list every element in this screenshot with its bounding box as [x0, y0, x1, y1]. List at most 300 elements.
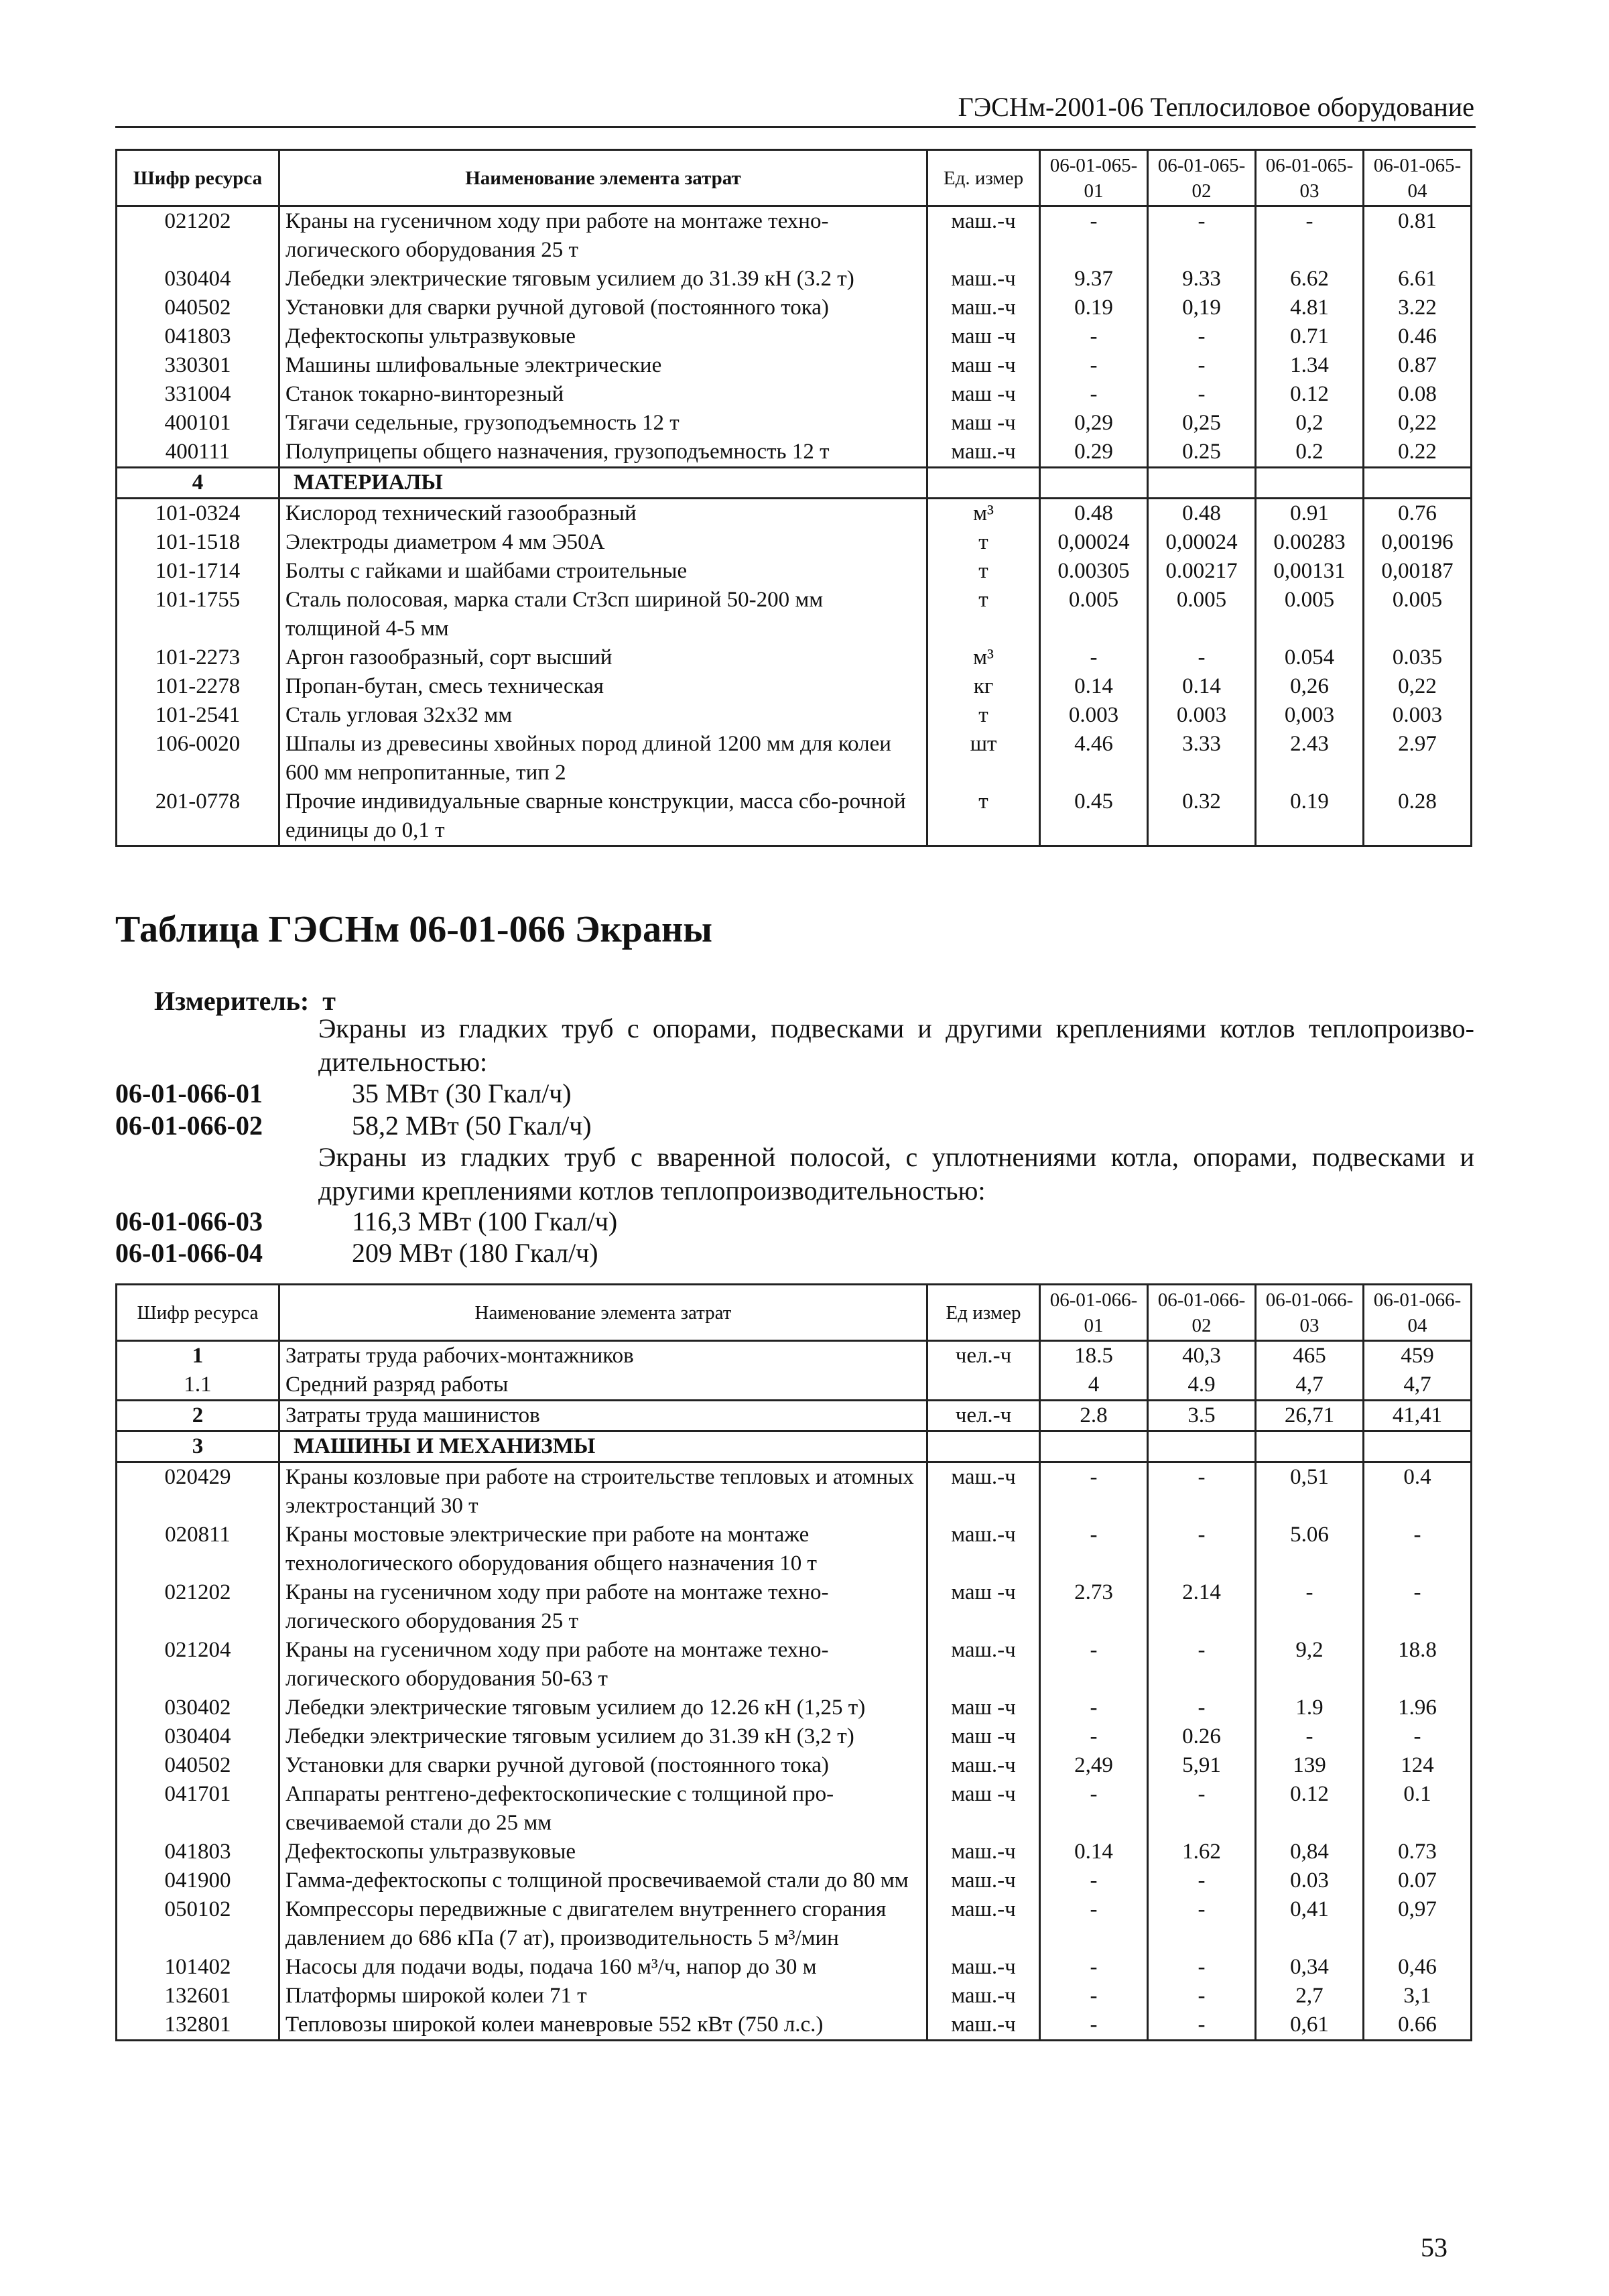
norm-value-4: 0.4: [1364, 1462, 1472, 1521]
table-row: [117, 1780, 1472, 1838]
resource-name: МАТЕРИАЛЫ: [279, 468, 927, 499]
norm-value-3: 139: [1256, 1751, 1364, 1780]
unit-of-measure: маш -ч: [927, 1694, 1040, 1722]
norm-value-4: [1364, 468, 1472, 499]
norm-value-3: 0,2: [1256, 409, 1364, 438]
col-header-norm-3: 06-01-065-03: [1256, 150, 1364, 206]
resource-name: Затраты труда рабочих-монтажников: [279, 1341, 927, 1371]
norm-value-1: -: [1040, 1521, 1148, 1578]
norm-value-1: 0,29: [1040, 409, 1148, 438]
norm-value-2: -: [1148, 322, 1256, 351]
page-number: 53: [1421, 2232, 1447, 2262]
resource-name: Пропан-бутан, смесь техническая: [279, 672, 927, 701]
norm-code: 06-01-066-01: [115, 1078, 263, 1108]
col-header-name: Наименование элемента затрат: [279, 1285, 927, 1341]
norm-value-1: 4: [1040, 1370, 1148, 1401]
resource-code: 040502: [117, 294, 279, 322]
resource-code: 106-0020: [117, 730, 279, 787]
norm-value-4: 0.76: [1364, 499, 1472, 529]
norm-value-1: -: [1040, 643, 1148, 672]
norm-value-1: 18.5: [1040, 1341, 1148, 1371]
norm-value-4: 0.1: [1364, 1780, 1472, 1838]
norm-value-1: 0,00024: [1040, 528, 1148, 557]
resource-code: 101-2541: [117, 701, 279, 730]
unit-of-measure: [927, 468, 1040, 499]
norm-value-2: -: [1148, 1694, 1256, 1722]
resource-name: Средний разряд работы: [279, 1370, 927, 1401]
table-row: [117, 1953, 1472, 1982]
norm-value-3: -: [1256, 1578, 1364, 1636]
resource-code: 041900: [117, 1866, 279, 1895]
norm-value-2: 0.00217: [1148, 557, 1256, 586]
resource-code: 050102: [117, 1895, 279, 1953]
measure-label: Измеритель:: [154, 986, 310, 1016]
col-header-code: Шифр ресурса: [117, 150, 279, 206]
norm-value-3: 4.81: [1256, 294, 1364, 322]
resource-table-065: [115, 149, 1472, 847]
resource-code: 021202: [117, 206, 279, 265]
norm-value-1: 0.00305: [1040, 557, 1148, 586]
table-row: [117, 438, 1472, 468]
resource-name: Тепловозы широкой колеи маневровые 552 кВт (750 л.с.): [279, 2011, 927, 2041]
unit-of-measure: маш.-ч: [927, 438, 1040, 468]
unit-of-measure: [927, 1431, 1040, 1462]
unit-of-measure: маш.-ч: [927, 2011, 1040, 2041]
col-header-norm-1: 06-01-066-01: [1040, 1285, 1148, 1341]
unit-of-measure: маш -ч: [927, 380, 1040, 409]
unit-of-measure: маш.-ч: [927, 1636, 1040, 1694]
norm-value-1: -: [1040, 206, 1148, 265]
norm-value-1: 9.37: [1040, 265, 1148, 294]
table-row: [117, 409, 1472, 438]
resource-code: 030404: [117, 265, 279, 294]
norm-value-3: 0,61: [1256, 2011, 1364, 2041]
norm-value-4: 1.96: [1364, 1694, 1472, 1722]
unit-of-measure: м³: [927, 643, 1040, 672]
norm-value-1: 0.48: [1040, 499, 1148, 529]
norm-value-2: -: [1148, 643, 1256, 672]
norm-value-4: 0.07: [1364, 1866, 1472, 1895]
table-row: [117, 2011, 1472, 2041]
norm-value-4: 18.8: [1364, 1636, 1472, 1694]
resource-code: 040502: [117, 1751, 279, 1780]
col-header-unit: Ед измер: [927, 1285, 1040, 1341]
norm-value-3: 0.12: [1256, 1780, 1364, 1838]
unit-of-measure: маш.-ч: [927, 1953, 1040, 1982]
table-row: [117, 1370, 1472, 1401]
norm-value-1: -: [1040, 1694, 1148, 1722]
table-row: [117, 1341, 1472, 1371]
table-row: [117, 672, 1472, 701]
norm-value-2: -: [1148, 1895, 1256, 1953]
norm-value-1: -: [1040, 1722, 1148, 1751]
resource-name: МАШИНЫ И МЕХАНИЗМЫ: [279, 1431, 927, 1462]
norm-value-3: 9,2: [1256, 1636, 1364, 1694]
table-row: [117, 1982, 1472, 2011]
norm-value-2: -: [1148, 2011, 1256, 2041]
norm-value-4: 0.66: [1364, 2011, 1472, 2041]
norm-value: 58,2 МВт (50 Гкал/ч): [352, 1110, 592, 1141]
norm-value-2: -: [1148, 1462, 1256, 1521]
norm-value-2: 3.5: [1148, 1401, 1256, 1431]
unit-of-measure: маш.-ч: [927, 1982, 1040, 2011]
norm-value-1: [1040, 468, 1148, 499]
table-row: [117, 1636, 1472, 1694]
resource-code: 132601: [117, 1982, 279, 2011]
table-row: [117, 1521, 1472, 1578]
norm-value-4: 0.035: [1364, 643, 1472, 672]
unit-of-measure: маш.-ч: [927, 1895, 1040, 1953]
norm-value-4: 4,7: [1364, 1370, 1472, 1401]
measure-line: [154, 985, 336, 1017]
norm-value-3: 2,7: [1256, 1982, 1364, 2011]
norm-value-4: 0.81: [1364, 206, 1472, 265]
norm-value-2: 0.32: [1148, 787, 1256, 846]
norm-value-4: [1364, 1431, 1472, 1462]
norm-value-2: -: [1148, 380, 1256, 409]
norm-value-3: 465: [1256, 1341, 1364, 1371]
norm-value-3: 0,34: [1256, 1953, 1364, 1982]
norm-value-4: 6.61: [1364, 265, 1472, 294]
norm-value-3: [1256, 468, 1364, 499]
norm-value-3: 0.91: [1256, 499, 1364, 529]
resource-name: Аргон газообразный, сорт высший: [279, 643, 927, 672]
table-row: [117, 1751, 1472, 1780]
norm-value-2: 0.25: [1148, 438, 1256, 468]
norm-value-4: 0.08: [1364, 380, 1472, 409]
norm-value-1: 0.14: [1040, 1838, 1148, 1866]
norm-value-3: 0.2: [1256, 438, 1364, 468]
unit-of-measure: маш -ч: [927, 1780, 1040, 1838]
unit-of-measure: т: [927, 557, 1040, 586]
table-row: [117, 1578, 1472, 1636]
resource-name: Лебедки электрические тяговым усилием до 31.39 кН (3.2 т): [279, 265, 927, 294]
norm-value-2: 5,91: [1148, 1751, 1256, 1780]
table-row: [117, 380, 1472, 409]
resource-name: Дефектоскопы ультразвуковые: [279, 1838, 927, 1866]
resource-name: Сталь полосовая, марка стали Ст3сп шириной 50-200 мм толщиной 4-5 мм: [279, 586, 927, 643]
norm-value-4: 0,22: [1364, 672, 1472, 701]
norm-value-2: 0.005: [1148, 586, 1256, 643]
norm-value-2: 0,00024: [1148, 528, 1256, 557]
norm-value-2: 0.26: [1148, 1722, 1256, 1751]
resource-name: Установки для сварки ручной дуговой (постоянного тока): [279, 294, 927, 322]
resource-code: 1: [117, 1341, 279, 1371]
col-header-norm-4: 06-01-065-04: [1364, 150, 1472, 206]
resource-name: Краны козловые при работе на строительстве тепловых и атомных электростанций 30 т: [279, 1462, 927, 1521]
norm-value-3: -: [1256, 206, 1364, 265]
unit-of-measure: шт: [927, 730, 1040, 787]
norm-value-1: -: [1040, 2011, 1148, 2041]
norm-value-3: 1.9: [1256, 1694, 1364, 1722]
norm-value-1: 2.73: [1040, 1578, 1148, 1636]
norm-code: 06-01-066-02: [115, 1110, 263, 1141]
resource-code: 041701: [117, 1780, 279, 1838]
resource-name: Станок токарно-винторезный: [279, 380, 927, 409]
resource-table-066: [115, 1283, 1472, 2041]
norm-value-4: -: [1364, 1578, 1472, 1636]
norm-value-3: 0.054: [1256, 643, 1364, 672]
resource-name: Лебедки электрические тяговым усилием до 12.26 кН (1,25 т): [279, 1694, 927, 1722]
norm-value-1: -: [1040, 1636, 1148, 1694]
col-header-norm-2: 06-01-065-02: [1148, 150, 1256, 206]
measure-unit: т: [322, 986, 336, 1016]
norm-value-3: 6.62: [1256, 265, 1364, 294]
norm-value-2: -: [1148, 206, 1256, 265]
unit-of-measure: маш.-ч: [927, 294, 1040, 322]
section-row: [117, 468, 1472, 499]
norm-code: 06-01-066-04: [115, 1238, 263, 1268]
unit-of-measure: маш.-ч: [927, 1866, 1040, 1895]
norm-value-4: 124: [1364, 1751, 1472, 1780]
resource-name: Краны на гусеничном ходу при работе на монтаже техно-логического оборудования 25 т: [279, 206, 927, 265]
norm-value-4: 0,22: [1364, 409, 1472, 438]
unit-of-measure: маш -ч: [927, 1578, 1040, 1636]
resource-name: Лебедки электрические тяговым усилием до 31.39 кН (3,2 т): [279, 1722, 927, 1751]
norm-value-2: 9.33: [1148, 265, 1256, 294]
unit-of-measure: маш -ч: [927, 351, 1040, 380]
norm-value-4: 0.28: [1364, 787, 1472, 846]
table-row: [117, 528, 1472, 557]
norm-value-4: 0,97: [1364, 1895, 1472, 1953]
norm-value-1: 2,49: [1040, 1751, 1148, 1780]
norm-value-3: 26,71: [1256, 1401, 1364, 1431]
resource-name: Тягачи седельные, грузоподъемность 12 т: [279, 409, 927, 438]
unit-of-measure: маш -ч: [927, 1722, 1040, 1751]
resource-code: 4: [117, 468, 279, 499]
resource-code: 021204: [117, 1636, 279, 1694]
resource-code: 041803: [117, 322, 279, 351]
resource-code: 101-1518: [117, 528, 279, 557]
norm-value-1: -: [1040, 1953, 1148, 1982]
resource-name: Полуприцепы общего назначения, грузоподъемность 12 т: [279, 438, 927, 468]
resource-name: Краны на гусеничном ходу при работе на монтаже техно-логического оборудования 25 т: [279, 1578, 927, 1636]
table-row: [117, 730, 1472, 787]
norm-value-3: [1256, 1431, 1364, 1462]
norm-value-4: 0.22: [1364, 438, 1472, 468]
resource-code: 1.1: [117, 1370, 279, 1401]
resource-code: 101402: [117, 1953, 279, 1982]
norm-value-1: -: [1040, 1982, 1148, 2011]
unit-of-measure: маш.-ч: [927, 1462, 1040, 1521]
section-row: [117, 1431, 1472, 1462]
table-row: [117, 787, 1472, 846]
resource-code: 041803: [117, 1838, 279, 1866]
norm-value-1: -: [1040, 1780, 1148, 1838]
table-row: [117, 1866, 1472, 1895]
unit-of-measure: [927, 1370, 1040, 1401]
norm-value-2: 0,19: [1148, 294, 1256, 322]
unit-of-measure: маш.-ч: [927, 206, 1040, 265]
resource-code: 101-1714: [117, 557, 279, 586]
col-header-norm-4: 06-01-066-04: [1364, 1285, 1472, 1341]
resource-name: Аппараты рентгено-дефектоскопические с толщиной про-свечиваемой стали до 25 мм: [279, 1780, 927, 1838]
resource-name: Краны на гусеничном ходу при работе на монтаже техно-логического оборудования 50-63 т: [279, 1636, 927, 1694]
table-row: [117, 701, 1472, 730]
norm-value-3: 0.00283: [1256, 528, 1364, 557]
resource-name: Затраты труда машинистов: [279, 1401, 927, 1431]
resource-code: 331004: [117, 380, 279, 409]
resource-code: 400111: [117, 438, 279, 468]
norm-value-3: -: [1256, 1722, 1364, 1751]
norm-value-1: [1040, 1431, 1148, 1462]
unit-of-measure: маш.-ч: [927, 1751, 1040, 1780]
norm-value-4: -: [1364, 1722, 1472, 1751]
norm-value-2: 0.48: [1148, 499, 1256, 529]
resource-name: Дефектоскопы ультразвуковые: [279, 322, 927, 351]
norm-value-3: 0.19: [1256, 787, 1364, 846]
resource-name: Машины шлифовальные электрические: [279, 351, 927, 380]
resource-code: 3: [117, 1431, 279, 1462]
unit-of-measure: маш -ч: [927, 409, 1040, 438]
resource-name: Кислород технический газообразный: [279, 499, 927, 529]
resource-name: Краны мостовые электрические при работе на монтаже технологического оборудования общего назначения 10 т: [279, 1521, 927, 1578]
table-row: [117, 557, 1472, 586]
norm-value-3: 5.06: [1256, 1521, 1364, 1578]
norm-value-2: -: [1148, 1521, 1256, 1578]
table-header-row: [117, 150, 1472, 206]
norm-value-2: 0.003: [1148, 701, 1256, 730]
table-row: [117, 499, 1472, 529]
norm-value-1: -: [1040, 380, 1148, 409]
unit-of-measure: маш.-ч: [927, 1521, 1040, 1578]
resource-code: 020429: [117, 1462, 279, 1521]
unit-of-measure: чел.-ч: [927, 1341, 1040, 1371]
norm-value-2: 40,3: [1148, 1341, 1256, 1371]
unit-of-measure: т: [927, 787, 1040, 846]
table-row: [117, 1401, 1472, 1431]
resource-code: 101-2273: [117, 643, 279, 672]
table-header-row: [117, 1285, 1472, 1341]
col-header-norm-2: 06-01-066-02: [1148, 1285, 1256, 1341]
norm-value-4: 0.87: [1364, 351, 1472, 380]
norm-code: 06-01-066-03: [115, 1206, 263, 1236]
resource-name: Прочие индивидуальные сварные конструкции, масса сбо-рочной единицы до 0,1 т: [279, 787, 927, 846]
norm-value-4: -: [1364, 1521, 1472, 1578]
norm-value-2: [1148, 1431, 1256, 1462]
norm-value-4: 3,1: [1364, 1982, 1472, 2011]
table-row: [117, 206, 1472, 265]
norm-value-1: 2.8: [1040, 1401, 1148, 1431]
resource-name: Электроды диаметром 4 мм Э50А: [279, 528, 927, 557]
unit-of-measure: т: [927, 586, 1040, 643]
resource-code: 030404: [117, 1722, 279, 1751]
table-row: [117, 1838, 1472, 1866]
resource-code: 2: [117, 1401, 279, 1431]
col-header-norm-3: 06-01-066-03: [1256, 1285, 1364, 1341]
resource-name: Болты с гайками и шайбами строительные: [279, 557, 927, 586]
table-row: [117, 1895, 1472, 1953]
norm-value-1: 4.46: [1040, 730, 1148, 787]
resource-code: 101-1755: [117, 586, 279, 643]
norm-value-4: 0.003: [1364, 701, 1472, 730]
unit-of-measure: маш.-ч: [927, 265, 1040, 294]
norm-value-2: [1148, 468, 1256, 499]
norm-value-1: -: [1040, 1462, 1148, 1521]
resource-name: Гамма-дефектоскопы с толщиной просвечиваемой стали до 80 мм: [279, 1866, 927, 1895]
table-row: [117, 322, 1472, 351]
unit-of-measure: м³: [927, 499, 1040, 529]
norm-value-2: 3.33: [1148, 730, 1256, 787]
norm-value-3: 0,51: [1256, 1462, 1364, 1521]
norm-value-4: 0.46: [1364, 322, 1472, 351]
norm-value-3: 4,7: [1256, 1370, 1364, 1401]
norm-value-1: -: [1040, 1895, 1148, 1953]
resource-code: 021202: [117, 1578, 279, 1636]
norm-value-2: -: [1148, 1636, 1256, 1694]
unit-of-measure: т: [927, 528, 1040, 557]
norm-value-3: 0.03: [1256, 1866, 1364, 1895]
norm-value-1: 0.29: [1040, 438, 1148, 468]
resource-name: Компрессоры передвижные с двигателем внутреннего сгорания давлением до 686 кПа (7 ат), производительность 5 м³/мин: [279, 1895, 927, 1953]
norm-value-1: 0.19: [1040, 294, 1148, 322]
norm-value-2: 1.62: [1148, 1838, 1256, 1866]
norm-value-1: 0.005: [1040, 586, 1148, 643]
resource-name: Сталь угловая 32х32 мм: [279, 701, 927, 730]
norm-value: 209 МВт (180 Гкал/ч): [352, 1238, 598, 1268]
norm-value-2: 0,25: [1148, 409, 1256, 438]
table-row: [117, 1722, 1472, 1751]
table-title: Таблица ГЭСНм 06-01-066 Экраны: [115, 909, 712, 950]
table-row: [117, 1462, 1472, 1521]
norm-value-4: 2.97: [1364, 730, 1472, 787]
col-header-norm-1: 06-01-065-01: [1040, 150, 1148, 206]
norm-value-2: 4.9: [1148, 1370, 1256, 1401]
resource-code: 101-0324: [117, 499, 279, 529]
resource-code: 330301: [117, 351, 279, 380]
norm-value-1: -: [1040, 1866, 1148, 1895]
resource-code: 030402: [117, 1694, 279, 1722]
unit-of-measure: т: [927, 701, 1040, 730]
norm-value-3: 0,84: [1256, 1838, 1364, 1866]
norm-value: 35 МВт (30 Гкал/ч): [352, 1078, 572, 1108]
unit-of-measure: маш.-ч: [927, 1838, 1040, 1866]
table-row: [117, 643, 1472, 672]
norm-value-4: 0,00196: [1364, 528, 1472, 557]
norm-value-3: 0,00131: [1256, 557, 1364, 586]
resource-name: Платформы широкой колеи 71 т: [279, 1982, 927, 2011]
norm-value-3: 0,26: [1256, 672, 1364, 701]
resource-code: 132801: [117, 2011, 279, 2041]
norm-value-2: -: [1148, 1953, 1256, 1982]
norm-value-3: 2.43: [1256, 730, 1364, 787]
resource-code: 201-0778: [117, 787, 279, 846]
table-row: [117, 1694, 1472, 1722]
running-header: ГЭСНм-2001-06 Теплосиловое оборудование: [958, 92, 1474, 122]
norm-value-4: 459: [1364, 1341, 1472, 1371]
norm-value-3: 0.12: [1256, 380, 1364, 409]
resource-name: Насосы для подачи воды, подача 160 м³/ч, напор до 30 м: [279, 1953, 927, 1982]
table-row: [117, 265, 1472, 294]
unit-of-measure: чел.-ч: [927, 1401, 1040, 1431]
norm-value-2: -: [1148, 1866, 1256, 1895]
norm-value-1: -: [1040, 351, 1148, 380]
norm-value-2: 0.14: [1148, 672, 1256, 701]
norm-value-4: 0.005: [1364, 586, 1472, 643]
norm-value-3: 0.71: [1256, 322, 1364, 351]
norm-value-1: 0.45: [1040, 787, 1148, 846]
norm-value-4: 0,46: [1364, 1953, 1472, 1982]
table-row: [117, 294, 1472, 322]
table-row: [117, 586, 1472, 643]
norm-value-3: 0,41: [1256, 1895, 1364, 1953]
table-row: [117, 351, 1472, 380]
norm-value-4: 0,00187: [1364, 557, 1472, 586]
norm-value-2: 2.14: [1148, 1578, 1256, 1636]
norm-value-3: 1.34: [1256, 351, 1364, 380]
resource-name: Установки для сварки ручной дуговой (постоянного тока): [279, 1751, 927, 1780]
norm-value: 116,3 МВт (100 Гкал/ч): [352, 1206, 618, 1236]
